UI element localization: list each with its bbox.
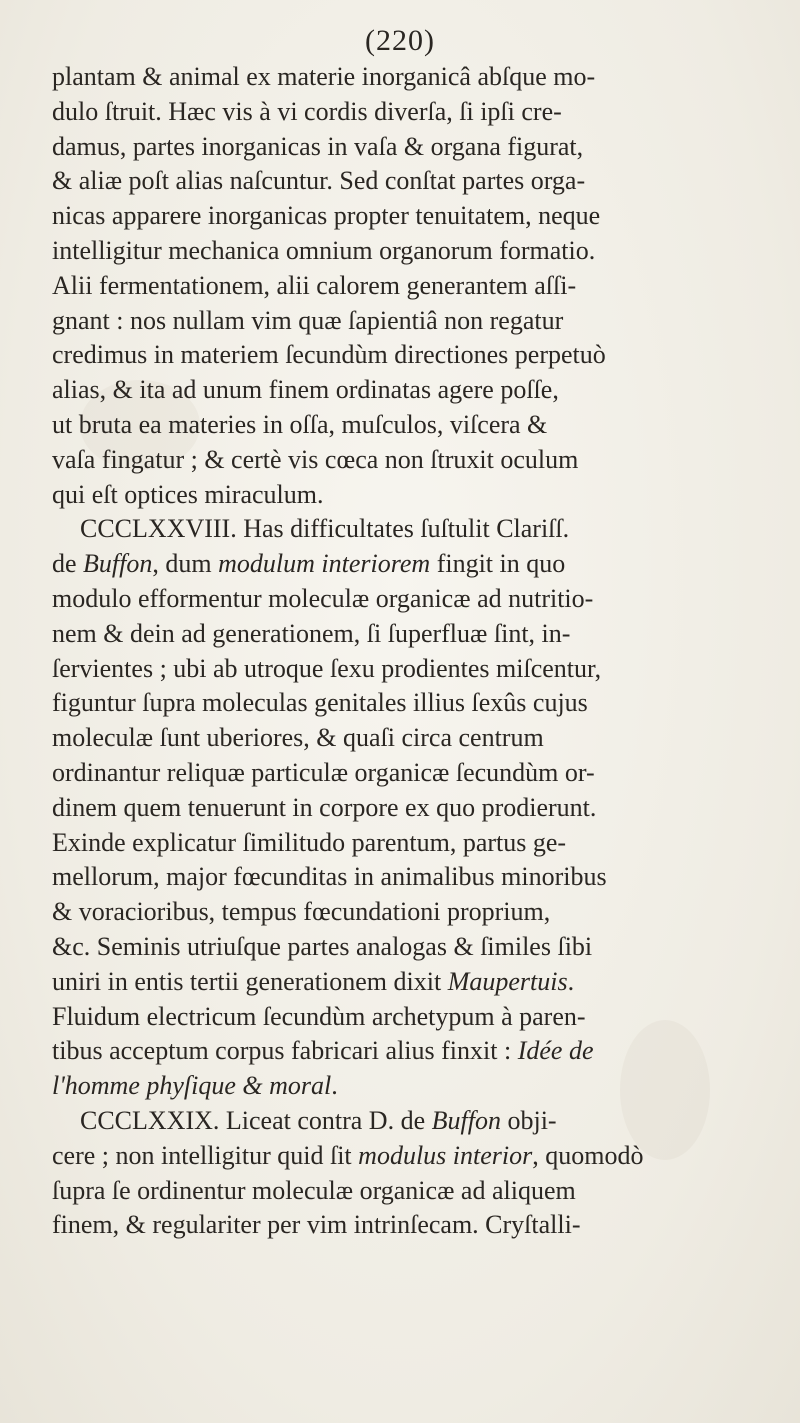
text-line: modulo efformentur moleculæ organicæ ad nutritio- bbox=[52, 583, 594, 613]
text-line: & aliæ poſt alias naſcuntur. Sed conſtat partes orga- bbox=[52, 166, 586, 196]
text-line: alias, & ita ad unum finem ordinatas agere poſſe, bbox=[52, 375, 559, 405]
text-line: uniri in entis tertii generationem dixit Maupertuis. bbox=[52, 966, 575, 996]
text-line: finem, & regulariter per vim intrinſecam. Cryſtalli- bbox=[52, 1210, 581, 1240]
text-line: ut bruta ea materies in oſſa, muſculos, viſcera & bbox=[52, 409, 548, 439]
text-line: ſupra ſe ordinentur moleculæ organicæ ad aliquem bbox=[52, 1175, 576, 1205]
text-line: ordinantur reliquæ particulæ organicæ ſecundùm or- bbox=[52, 757, 595, 787]
text-line: intelligitur mechanica omnium organorum formatio. bbox=[52, 235, 596, 265]
text-line: dinem quem tenuerunt in corpore ex quo prodierunt. bbox=[52, 792, 597, 822]
text-line: ſervientes ; ubi ab utroque ſexu prodientes miſcentur, bbox=[52, 653, 602, 683]
text-line: gnant : nos nullam vim quæ ſapientiâ non regatur bbox=[52, 305, 564, 335]
page-number: (220) bbox=[365, 24, 435, 57]
text-line: damus, partes inorganicas in vaſa & organa figurat, bbox=[52, 131, 584, 161]
text-line: Fluidum electricum ſecundùm archetypum à paren- bbox=[52, 1001, 586, 1031]
text-line: &c. Seminis utriuſque partes analogas & ſimiles ſibi bbox=[52, 931, 593, 961]
text-line: cere ; non intelligitur quid ſit modulus interior, quomodò bbox=[52, 1140, 644, 1170]
text-line: l'homme phyſique & moral. bbox=[52, 1071, 338, 1101]
text-line: Alii fermentationem, alii calorem generantem aſſi- bbox=[52, 270, 577, 300]
text-line: plantam & animal ex materie inorganicâ abſque mo- bbox=[52, 62, 596, 91]
text-line: nem & dein ad generationem, ſi ſuperfluæ ſint, in- bbox=[52, 618, 571, 648]
text-line: vaſa fingatur ; & certè vis cœca non ſtruxit oculum bbox=[52, 444, 579, 474]
text-line: mellorum, major fœcunditas in animalibus minoribus bbox=[52, 862, 607, 892]
text-line: dulo ſtruit. Hæc vis à vi cordis diverſa, ſi ipſi cre- bbox=[52, 96, 562, 126]
text-line: & voracioribus, tempus fœcundationi proprium, bbox=[52, 897, 551, 927]
section-heading-line: CCCLXXIX. Liceat contra D. de Buffon obji- bbox=[80, 1105, 557, 1135]
text-line: tibus acceptum corpus fabricari alius finxit : Idée de bbox=[52, 1036, 594, 1066]
body-text bbox=[52, 60, 782, 1243]
section-heading-line: CCCLXXVIII. Has difficultates ſuſtulit Clariſſ. bbox=[80, 514, 570, 544]
text-line: de Buffon, dum modulum interiorem fingit in quo bbox=[52, 549, 566, 579]
text-line: qui eſt optices miraculum. bbox=[52, 479, 324, 509]
text-line: credimus in materiem ſecundùm directiones perpetuò bbox=[52, 340, 606, 370]
text-line: moleculæ ſunt uberiores, & quaſi circa centrum bbox=[52, 723, 544, 753]
text-line: figuntur ſupra moleculas genitales illius ſexûs cujus bbox=[52, 688, 588, 718]
text-line: nicas apparere inorganicas propter tenuitatem, neque bbox=[52, 201, 601, 231]
text-line: Exinde explicatur ſimilitudo parentum, partus ge- bbox=[52, 827, 567, 857]
